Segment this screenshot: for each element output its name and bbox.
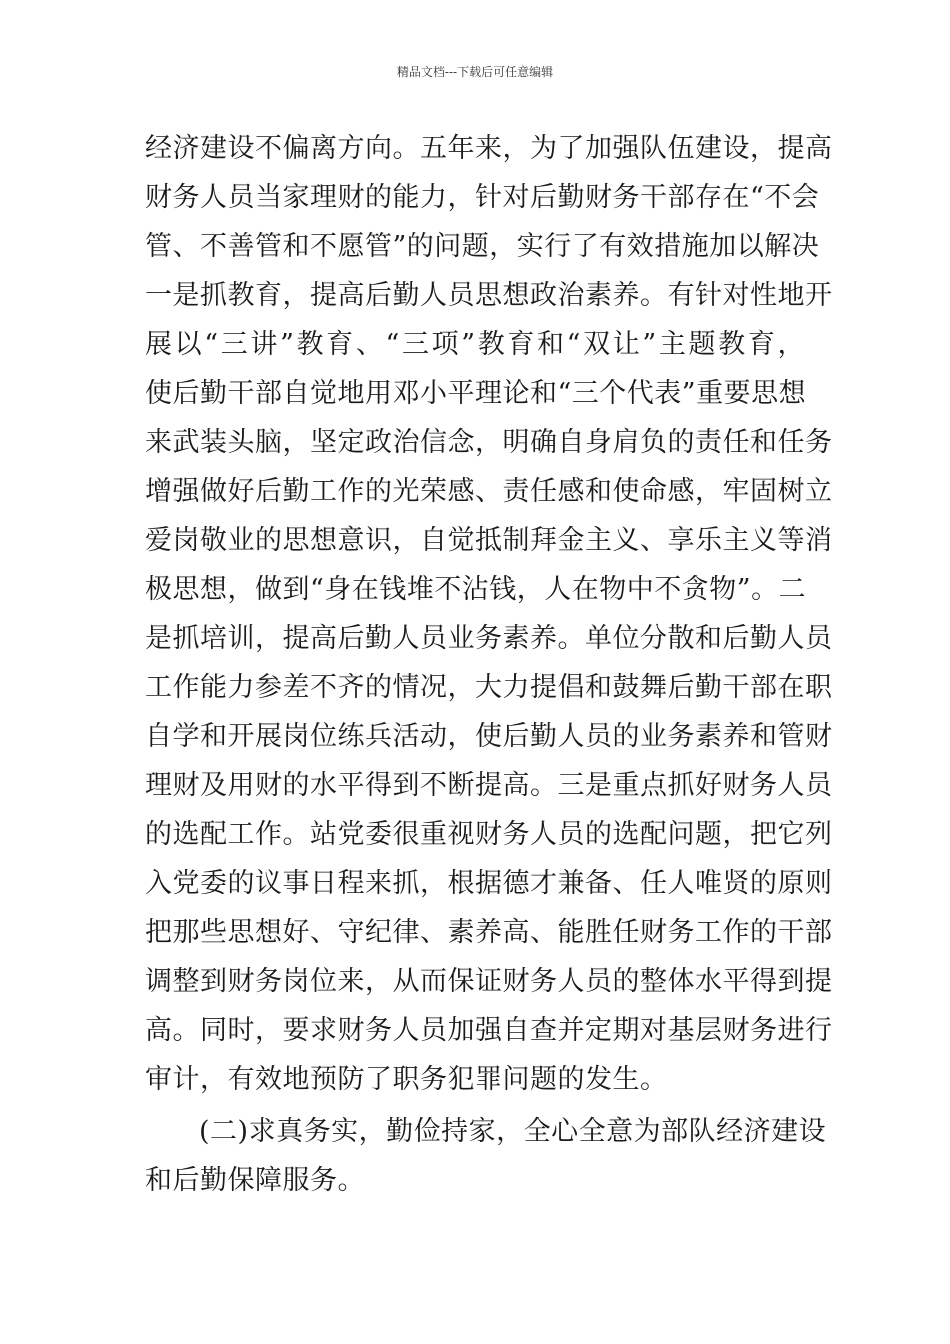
text-line: 入党委的议事日程来抓，根据德才兼备、任人唯贤的原则 — [145, 868, 833, 899]
text-line: 把那些思想好、守纪律、素养高、能胜任财务工作的干部 — [145, 917, 833, 948]
text-line: 财务人员当家理财的能力，针对后勤财务干部存在“不会 — [145, 182, 820, 213]
text-line: 一是抓教育，提高后勤人员思想政治素养。有针对性地开 — [145, 280, 833, 311]
text-line: 调整到财务岗位来，从而保证财务人员的整体水平得到提 — [145, 966, 833, 997]
text-line: 增强做好后勤工作的光荣感、责任感和使命感，牢固树立 — [145, 476, 833, 507]
document-body — [145, 124, 833, 1205]
text-line: 管、不善管和不愿管”的问题，实行了有效措施加以解决 — [145, 231, 820, 262]
page-header: 精品文档---下载后可任意编辑 — [396, 65, 554, 79]
paragraph-2 — [145, 1107, 827, 1205]
paragraph-1 — [145, 124, 833, 1104]
text-line: 经济建设不偏离方向。五年来，为了加强队伍建设，提高 — [145, 133, 833, 164]
text-line: 理财及用财的水平得到不断提高。三是重点抓好财务人员 — [145, 770, 833, 801]
text-line: 的选配工作。站党委很重视财务人员的选配问题，把它列 — [145, 819, 833, 850]
text-line: 高。同时，要求财务人员加强自查并定期对基层财务进行 — [145, 1015, 833, 1046]
text-line: 爱岗敬业的思想意识，自觉抵制拜金主义、享乐主义等消 — [145, 525, 833, 556]
text-line: (二)求真务实，勤俭持家，全心全意为部队经济建设 — [199, 1116, 827, 1147]
text-line: 是抓培训，提高后勤人员业务素养。单位分散和后勤人员 — [145, 623, 833, 654]
text-line: 使后勤干部自觉地用邓小平理论和“三个代表”重要思想 — [145, 378, 807, 409]
text-line: 和后勤保障服务。 — [145, 1165, 365, 1196]
text-line: 展以“三讲”教育、“三项”教育和“双让”主题教育， — [145, 329, 805, 360]
text-line: 自学和开展岗位练兵活动，使后勤人员的业务素养和管财 — [145, 721, 833, 752]
text-line: 工作能力参差不齐的情况，大力提倡和鼓舞后勤干部在职 — [145, 672, 833, 703]
text-line: 极思想，做到“身在钱堆不沾钱，人在物中不贪物”。二 — [145, 574, 807, 605]
text-line: 审计，有效地预防了职务犯罪问题的发生。 — [145, 1064, 668, 1095]
text-line: 来武装头脑，坚定政治信念，明确自身肩负的责任和任务 — [145, 427, 833, 458]
